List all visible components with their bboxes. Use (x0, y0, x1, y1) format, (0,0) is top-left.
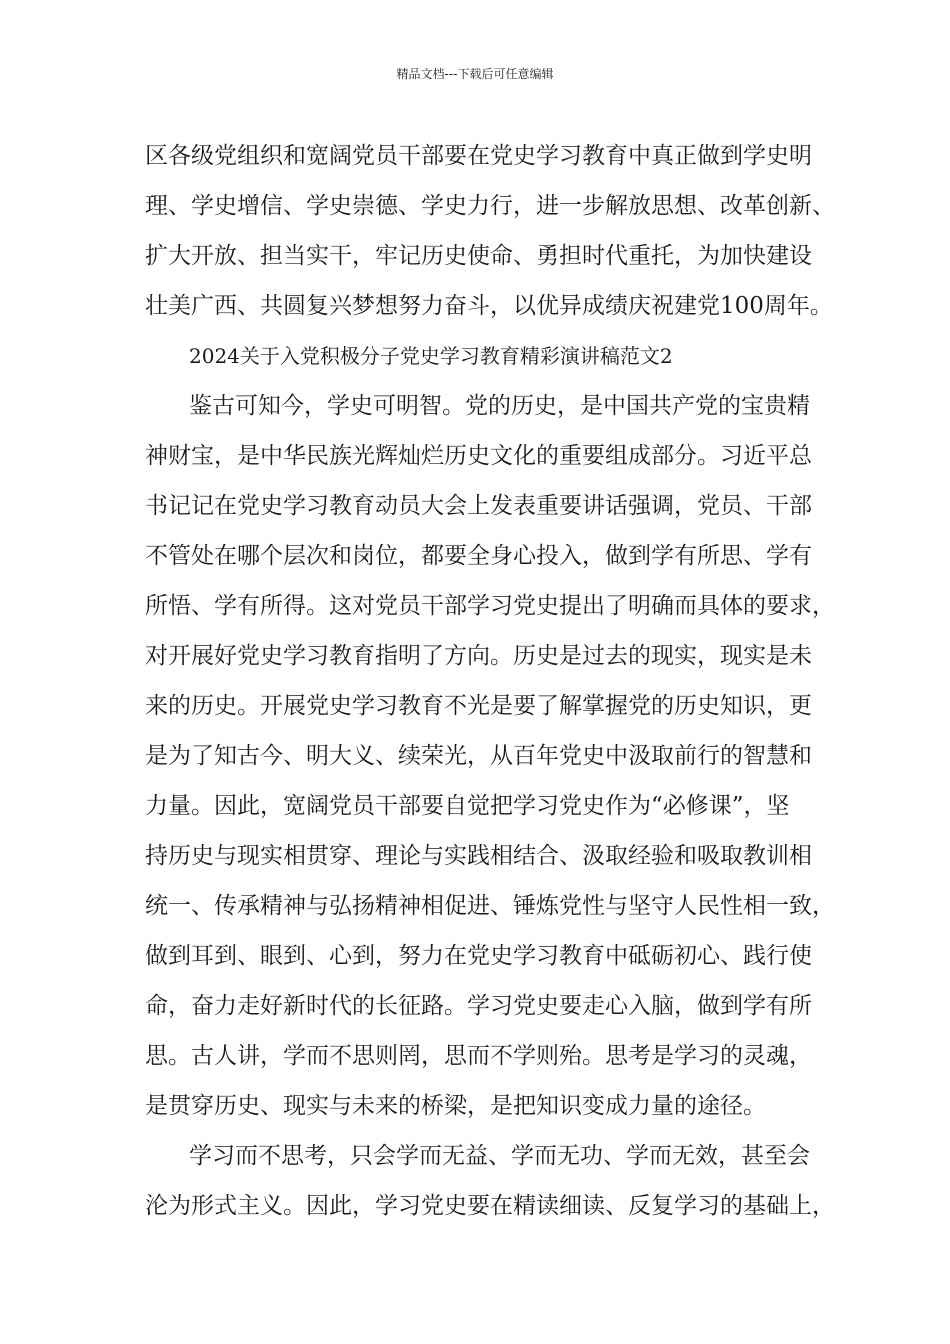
text-line: 统一、传承精神与弘扬精神相促进、锤炼党性与坚守人民性相一致， (145, 893, 835, 919)
text-line: 理、学史增信、学史崇德、学史力行，进一步解放思想、改革创新、 (145, 193, 835, 219)
text-line: 持历史与现实相贯穿、理论与实践相结合、汲取经验和吸取教训相 (145, 843, 812, 869)
text-line: 做到耳到、眼到、心到，努力在党史学习教育中砥砺初心、践行使 (145, 943, 812, 969)
text-line: 不管处在哪个层次和岗位，都要全身心投入，做到学有所思、学有 (145, 543, 812, 569)
text-line: 书记记在党史学习教育动员大会上发表重要讲话强调，党员、干部 (145, 493, 812, 519)
paragraph-first-line: 学习而不思考，只会学而无益、学而无功、学而无效，甚至会 (189, 1143, 810, 1169)
text-line: 神财宝，是中华民族光辉灿烂历史文化的重要组成部分。习近平总 (145, 443, 812, 469)
page-header: 精品文档---下载后可任意编辑 (396, 67, 554, 81)
text-line: 思。古人讲，学而不思则罔，思而不学则殆。思考是学习的灵魂， (145, 1043, 812, 1069)
text-line: 是贯穿历史、现实与未来的桥梁，是把知识变成力量的途径。 (145, 1093, 766, 1119)
text-line: 对开展好党史学习教育指明了方向。历史是过去的现实，现实是未 (145, 643, 812, 669)
text-line: 沦为形式主义。因此，学习党史要在精读细读、反复学习的基础上， (145, 1193, 835, 1219)
text-line: 命，奋力走好新时代的长征路。学习党史要走心入脑，做到学有所 (145, 993, 812, 1019)
text-line: 所悟、学有所得。这对党员干部学习党史提出了明确而具体的要求， (145, 593, 835, 619)
paragraph-first-line: 鉴古可知今，学史可明智。党的历史，是中国共产党的宝贵精 (189, 393, 810, 419)
text-line: 壮美广西、共圆复兴梦想努力奋斗，以优异成绩庆祝建党100周年。 (145, 293, 833, 319)
document-body (145, 131, 835, 1231)
text-line: 来的历史。开展党史学习教育不光是要了解掌握党的历史知识，更 (145, 693, 812, 719)
section-heading: 2024关于入党积极分子党史学习教育精彩演讲稿范文2 (189, 344, 673, 368)
text-line: 是为了知古今、明大义、续荣光，从百年党史中汲取前行的智慧和 (145, 743, 812, 769)
text-line: 力量。因此，宽阔党员干部要自觉把学习党史作为“必修课”，坚 (145, 793, 790, 819)
text-line: 区各级党组织和宽阔党员干部要在党史学习教育中真正做到学史明 (145, 143, 812, 169)
text-line: 扩大开放、担当实干，牢记历史使命、勇担时代重托，为加快建设 (145, 243, 812, 269)
